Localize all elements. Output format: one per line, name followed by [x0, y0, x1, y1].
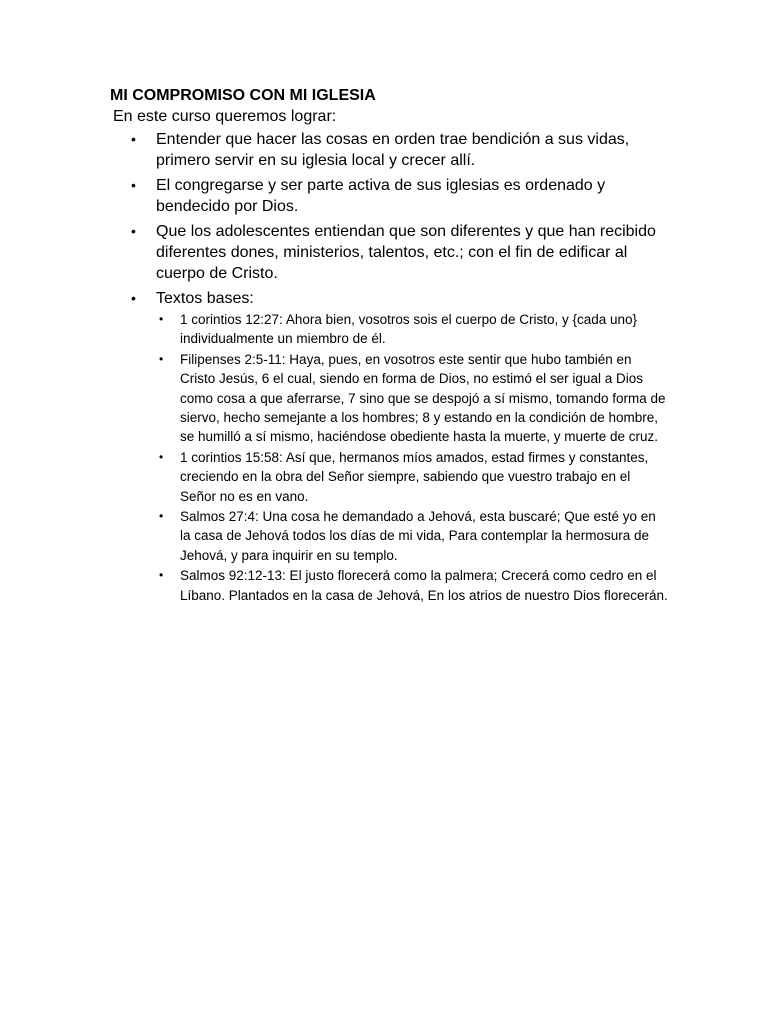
- scripture-text: 1 corintios 15:58: Así que, hermanos míos amados, estad firmes y constantes, creciendo en la obra del Señor siempre, sabiendo que vuestro trabajo en el Señor no es en vano.: [180, 449, 649, 504]
- goal-text: Entender que hacer las cosas en orden trae bendición a sus vidas, primero servir en su iglesia local y crecer allí.: [156, 131, 630, 169]
- intro-text: En este curso queremos lograr:: [113, 108, 337, 125]
- scripture-text: Salmos 27:4: Una cosa he demandado a Jehová, esta buscaré; Que esté yo en la casa de Jehová todos los días de mi vida, Para contemplar la hermosura de Jehová, y para inquirir en su templo.: [180, 509, 656, 563]
- goal-text: El congregarse y ser parte activa de sus iglesias es ordenado y bendecido por Dios.: [156, 177, 606, 215]
- scripture-text: Salmos 92:12-13: El justo florecerá como la palmera; Crecerá como cedro en el Líbano. Plantados en la casa de Jehová, En los atrios de nuestro Dios florecerán.: [180, 568, 668, 603]
- bullet-icon: •: [159, 568, 164, 583]
- scripture-item: [156, 309, 670, 349]
- bullet-icon: •: [159, 449, 164, 464]
- goals-list: [110, 129, 670, 605]
- bullet-icon: •: [159, 509, 164, 524]
- bullet-icon: •: [131, 223, 136, 239]
- texts-heading: Textos bases:: [156, 290, 254, 307]
- scripture-item: [156, 565, 670, 605]
- goal-item: [110, 129, 670, 171]
- bullet-icon: •: [159, 312, 164, 326]
- scripture-item: [156, 506, 670, 565]
- bullet-icon: •: [131, 290, 136, 306]
- texts-section: [110, 288, 670, 605]
- scripture-text: 1 corintios 12:27: Ahora bien, vosotros sois el cuerpo de Cristo, y {cada uno} individualmente un miembro de él.: [180, 312, 638, 347]
- goal-item: [110, 221, 670, 284]
- document-title: MI COMPROMISO CON MI IGLESIA: [110, 87, 376, 104]
- bullet-icon: •: [131, 177, 136, 193]
- goal-item: [110, 175, 670, 217]
- document-body: [110, 86, 670, 609]
- bullet-icon: •: [131, 131, 136, 147]
- scripture-list: [156, 309, 670, 605]
- goal-text: Que los adolescentes entiendan que son diferentes y que han recibido diferentes dones, ministerios, talentos, etc.; con el fin de edificar al cuerpo de Cristo.: [156, 223, 656, 282]
- bullet-icon: •: [159, 351, 164, 366]
- scripture-item: [156, 447, 670, 506]
- scripture-text: Filipenses 2:5-11: Haya, pues, en vosotros este sentir que hubo también en Cristo Jesús, 6 el cual, siendo en forma de Dios, no estimó el ser igual a Dios como cosa a que aferrarse, 7 sino que se despojó a sí mismo, tomando forma de siervo, hecho semejante a los hombres; 8 y estando en la condición de hombre, se humilló a sí mismo, haciéndose obediente hasta la muerte, y muerte de cruz.: [180, 351, 666, 445]
- scripture-item: [156, 349, 670, 447]
